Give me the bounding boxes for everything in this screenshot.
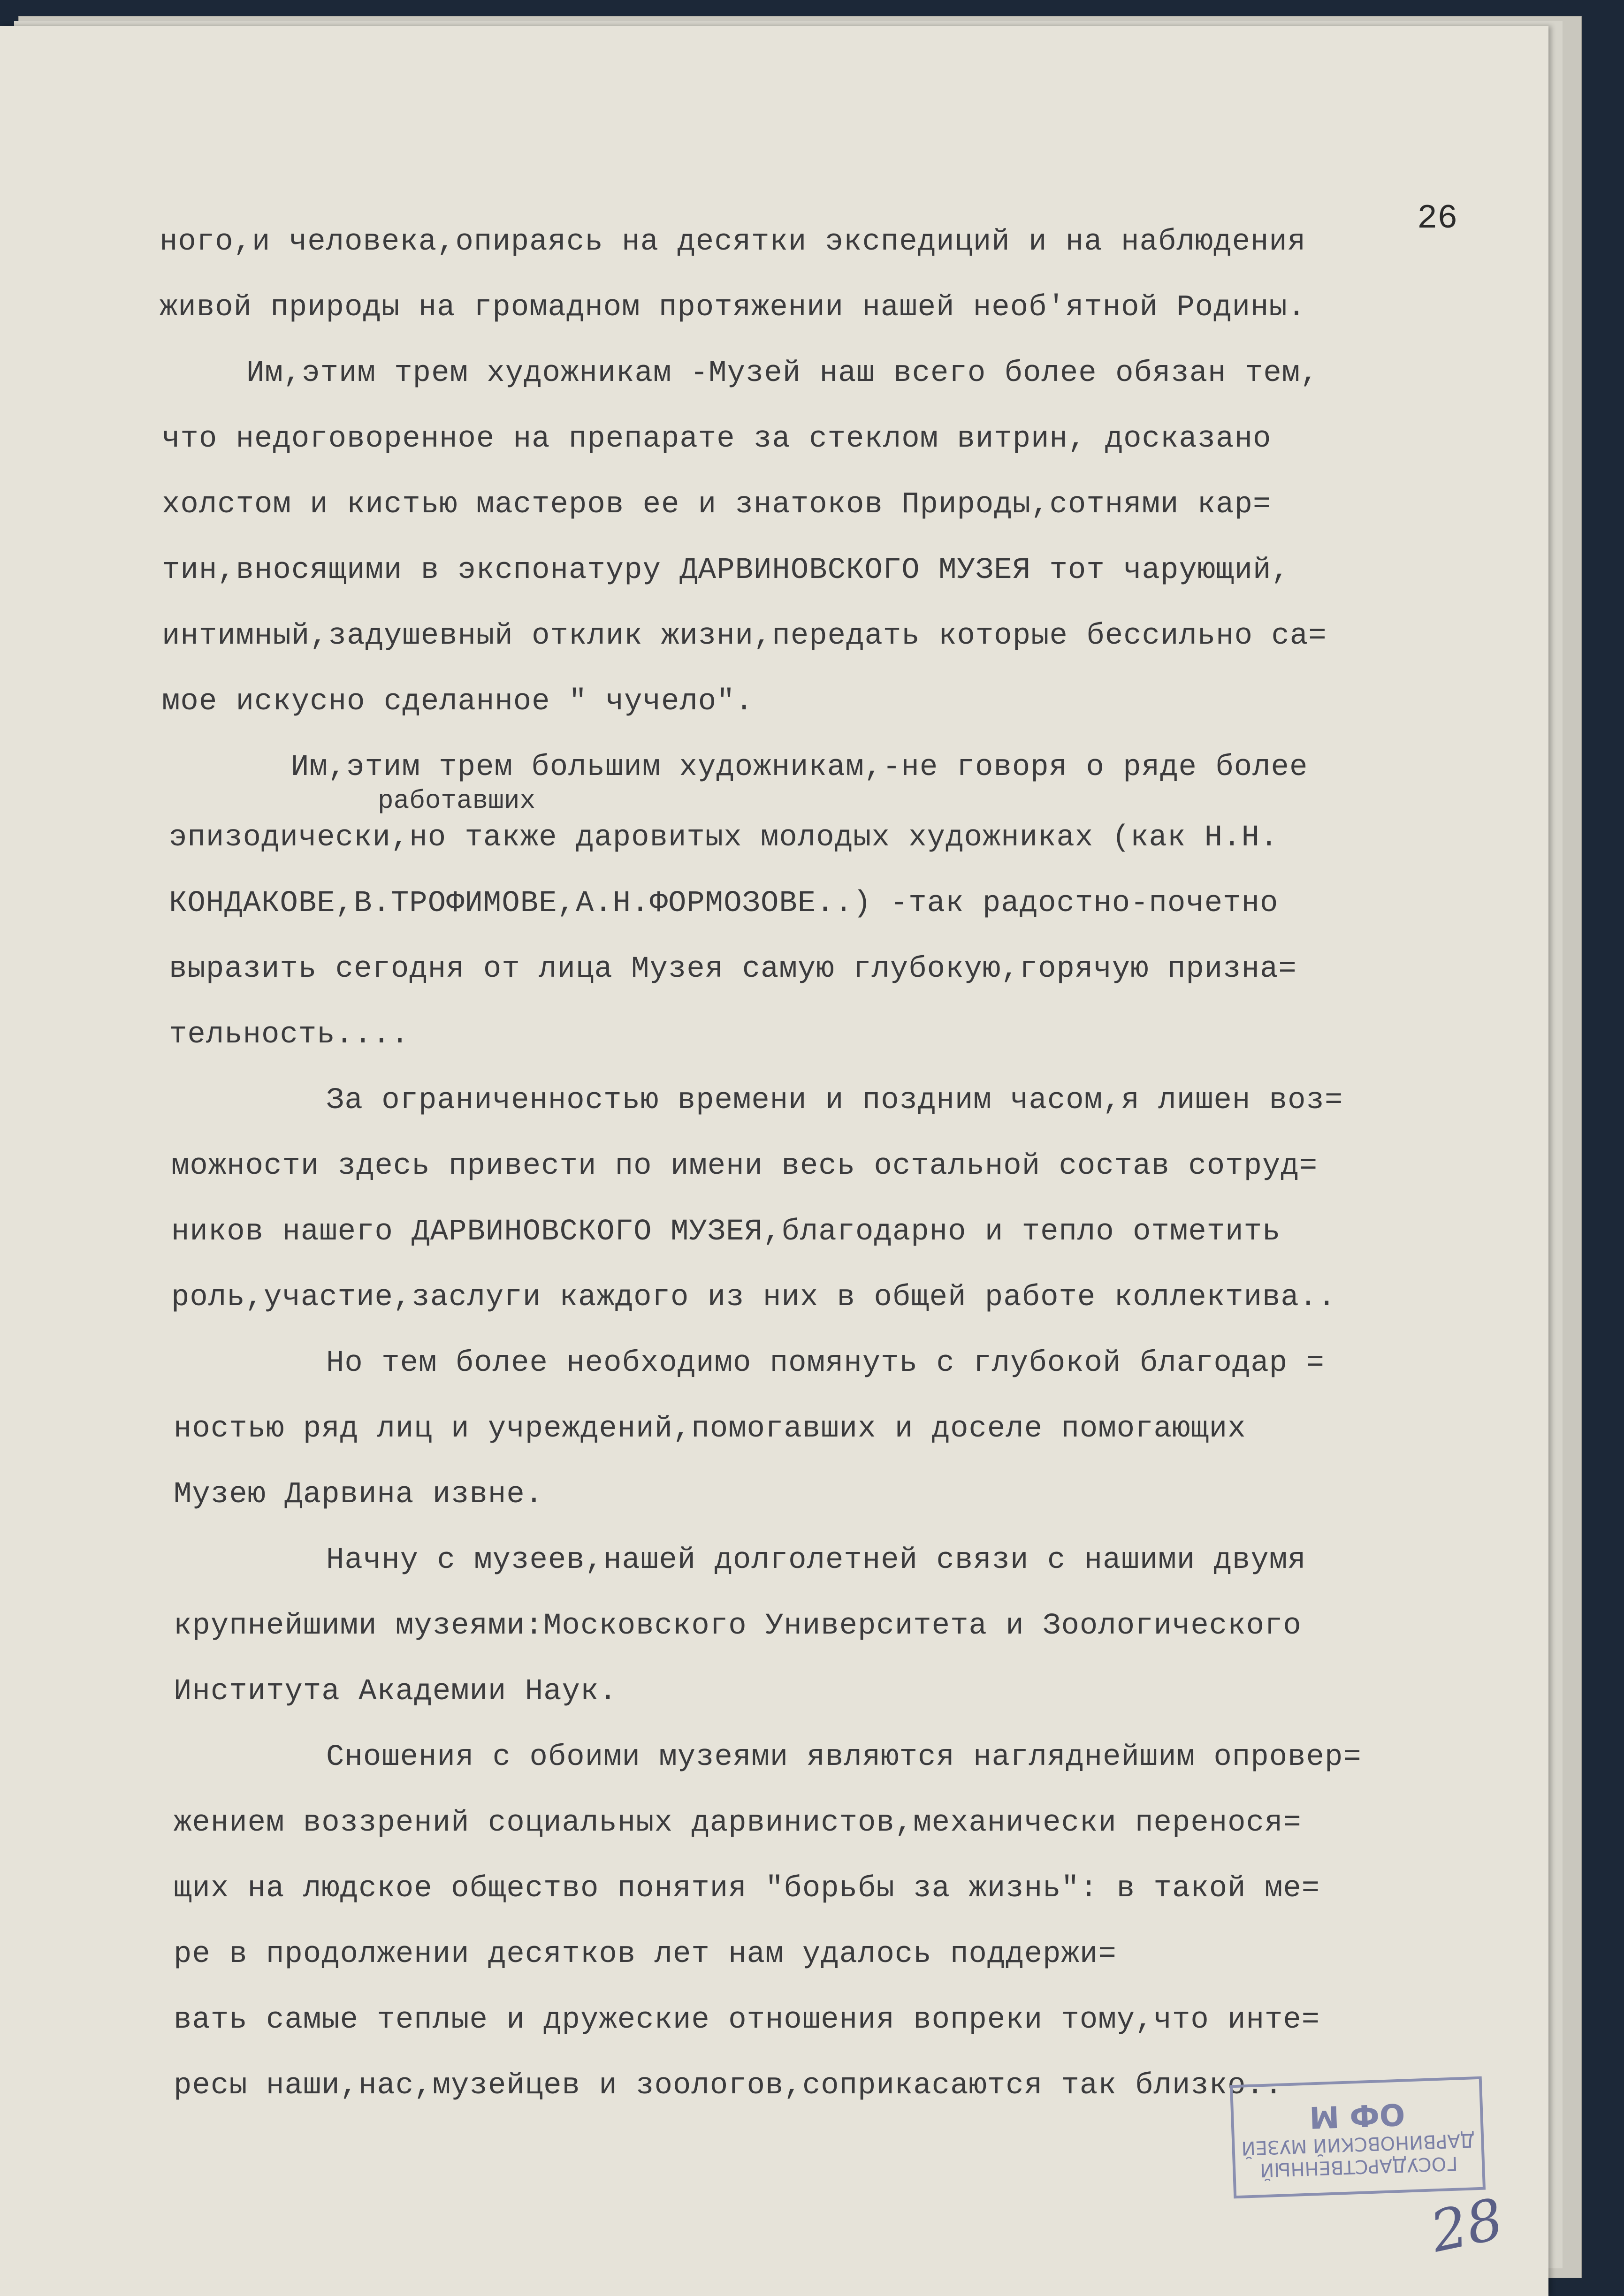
text-line: холстом и кистью мастеров ее и знатоков Природы,сотнями кар= [162, 488, 1272, 522]
text-line: жением воззрений социальных дарвинистов,механически перенося= [174, 1806, 1302, 1840]
text-line: выразить сегодня от лица Музея самую глубокую,горячую призна= [169, 952, 1297, 986]
text-line: ностью ряд лиц и учреждений,помогавших и доселе помогающих [174, 1412, 1246, 1446]
text-line: Им,этим трем большим художникам,-не говоря о ряде более [291, 751, 1308, 784]
stamp-line: ДАРВИНОВСКИЙ МУЗЕЙ [1241, 2129, 1475, 2159]
text-line: эпизодически,но также даровитых молодых художниках (как Н.Н. [169, 821, 1279, 855]
text-line: Сношения с обоими музеями являются нагляднейшим опровер= [326, 1741, 1362, 1774]
text-line: ного,и человека,опираясь на десятки экспедиций и на наблюдения [160, 225, 1306, 259]
stamp-line: ГОСУДАРСТВЕННЫЙ [1259, 2152, 1458, 2181]
typescript-page [0, 26, 1548, 2296]
text-line: Но тем более необходимо помянуть с глубокой благодар = [326, 1346, 1325, 1380]
text-line: вать самые теплые и дружеские отношения вопреки тому,что инте= [174, 2003, 1320, 2037]
text-line: ников нашего ДАРВИНОВСКОГО МУЗЕЯ,благодарно и тепло отметить [171, 1215, 1281, 1249]
text-line: мое искусно сделанное " чучело". [162, 685, 754, 719]
text-line: За ограниченностью времени и поздним часом,я лишен воз= [326, 1084, 1343, 1118]
text-line: крупнейшими музеями:Московского Университета и Зоологического [174, 1609, 1302, 1643]
text-line: КОНДАКОВЕ,В.ТРОФИМОВЕ,А.Н.ФОРМОЗОВЕ..) -так радостно-почетно [169, 887, 1279, 920]
text-line: роль,участие,заслуги каждого из них в общей работе коллектива.. [171, 1281, 1336, 1315]
text-line: тин,вносящими в экспонатуру ДАРВИНОВСКОГО МУЗЕЯ тот чарующий, [162, 554, 1290, 587]
text-line: ре в продолжении десятков лет нам удалось поддержи= [174, 1938, 1117, 1971]
text-line: можности здесь привести по имени весь остальной состав сотруд= [171, 1149, 1318, 1183]
text-line: щих на людское общество понятия "борьбы за жизнь": в такой ме= [174, 1872, 1320, 1906]
text-line: Им,этим трем художникам -Музей наш всего более обязан тем, [246, 357, 1319, 390]
text-line: интимный,задушевный отклик жизни,передать которые бессильно са= [162, 619, 1327, 653]
text-line: что недоговоренное на препарате за стеклом витрин, досказано [162, 422, 1272, 456]
text-line: Музею Дарвина извне. [174, 1478, 544, 1512]
page-number: 26 [1417, 199, 1458, 238]
stamp-line: ОФ М [1308, 2096, 1405, 2134]
museum-stamp [1230, 2076, 1486, 2199]
handwritten-folio-number: 28 [1425, 2186, 1509, 2266]
handwritten-insertion: работавших [378, 786, 536, 816]
text-line: Начну с музеев,нашей долголетней связи с нашими двумя [326, 1543, 1306, 1577]
text-line: тельность.... [169, 1018, 410, 1052]
text-line: ресы наши,нас,музейцев и зоологов,соприкасаются так близко.. [174, 2069, 1283, 2103]
text-line: Института Академии Наук. [174, 1675, 618, 1709]
text-line: живой природы на громадном протяжении нашей необ'ятной Родины. [160, 291, 1306, 325]
